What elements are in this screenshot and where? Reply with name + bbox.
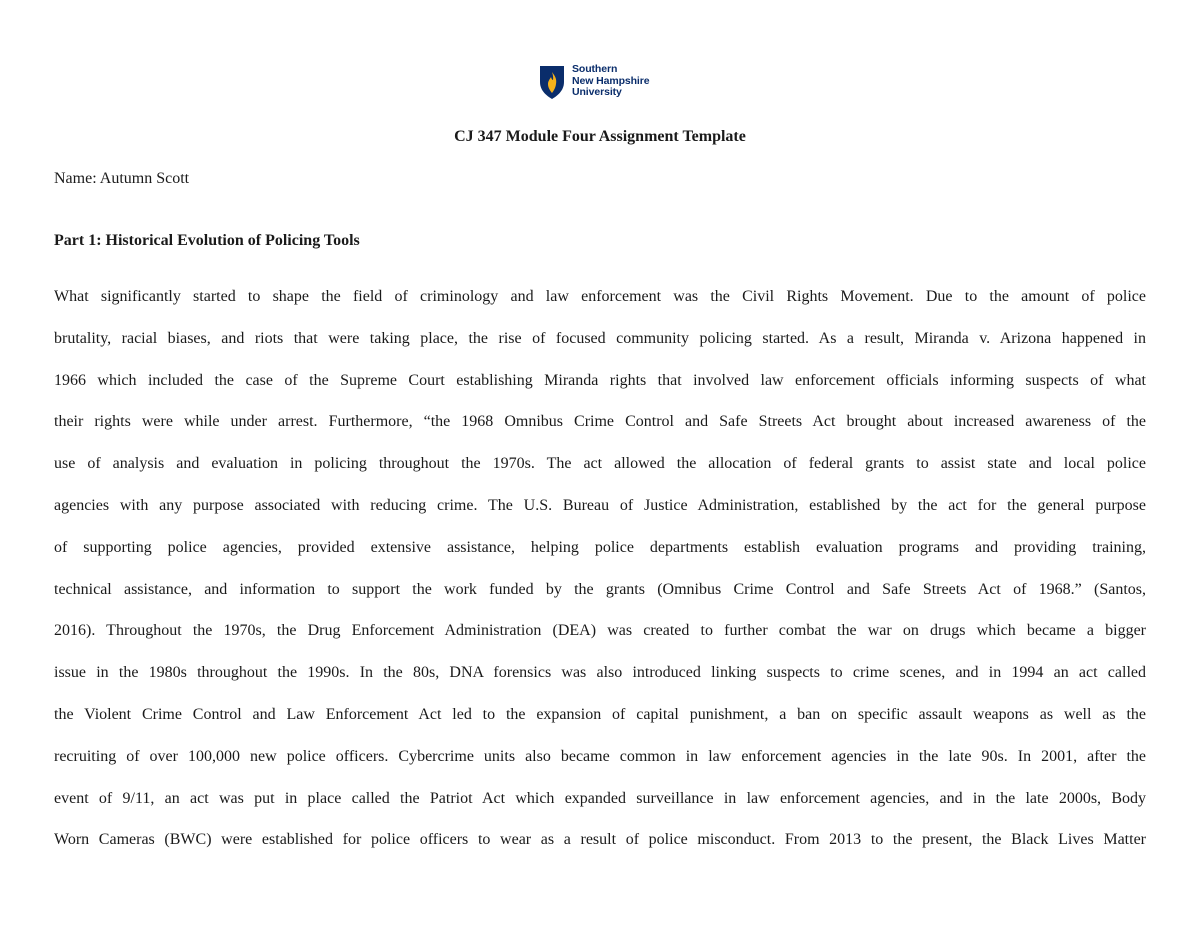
paragraph-line: the Violent Crime Control and Law Enforcement Act led to the expansion of capital punishment, a ban on specific assault weapons as well as the bbox=[54, 705, 1146, 723]
paragraph-line: use of analysis and evaluation in policing throughout the 1970s. The act allowed the allocation of federal grants to assist state and local police bbox=[54, 455, 1146, 473]
page-title: CJ 347 Module Four Assignment Template bbox=[454, 128, 746, 145]
body-paragraph bbox=[54, 276, 1146, 861]
student-name: Name: Autumn Scott bbox=[54, 170, 190, 187]
paragraph-line: 2016). Throughout the 1970s, the Drug Enforcement Administration (DEA) was created to further combat the war on drugs which became a bigger bbox=[54, 622, 1146, 640]
paragraph-line: technical assistance, and information to support the work funded by the grants (Omnibus Crime Control and Safe Streets Act of 1968.” (Santos, bbox=[54, 580, 1146, 598]
paragraph-line: agencies with any purpose associated with reducing crime. The U.S. Bureau of Justice Administration, established by the act for the general purpose bbox=[54, 496, 1146, 514]
section-heading: Part 1: Historical Evolution of Policing Tools bbox=[54, 232, 360, 249]
university-logo bbox=[538, 64, 649, 104]
paragraph-line: recruiting of over 100,000 new police officers. Cybercrime units also became common in law enforcement agencies in the late 90s. In 2001, after the bbox=[54, 747, 1146, 765]
logo-line-1: Southern bbox=[572, 63, 618, 75]
logo-line-2: New Hampshire bbox=[572, 74, 650, 87]
snhu-shield-flame-icon bbox=[538, 64, 566, 100]
paragraph-line: brutality, racial biases, and riots that were taking place, the rise of focused community policing started. As a result, Miranda v. Arizona happened in bbox=[54, 329, 1146, 347]
paragraph-line: What significantly started to shape the field of criminology and law enforcement was the Civil Rights Movement. Due to the amount of police bbox=[54, 288, 1146, 305]
paragraph-line: 1966 which included the case of the Supreme Court establishing Miranda rights that involved law enforcement officials informing suspects of what bbox=[54, 371, 1146, 389]
paragraph-line: their rights were while under arrest. Furthermore, “the 1968 Omnibus Crime Control and Safe Streets Act brought about increased awareness of the bbox=[54, 413, 1146, 431]
paragraph-line: Worn Cameras (BWC) were established for police officers to wear as a result of police misconduct. From 2013 to the present, the Black Lives Matter bbox=[54, 831, 1146, 849]
paragraph-line: of supporting police agencies, provided extensive assistance, helping police departments establish evaluation programs and providing training, bbox=[54, 538, 1146, 556]
logo-wordmark bbox=[572, 64, 649, 99]
logo-line-3: University bbox=[572, 86, 622, 98]
paragraph-line: event of 9/11, an act was put in place called the Patriot Act which expanded surveillance in law enforcement agencies, and in the late 2000s, Body bbox=[54, 789, 1146, 807]
paragraph-line: issue in the 1980s throughout the 1990s. In the 80s, DNA forensics was also introduced linking suspects to crime scenes, and in 1994 an act called bbox=[54, 664, 1146, 682]
